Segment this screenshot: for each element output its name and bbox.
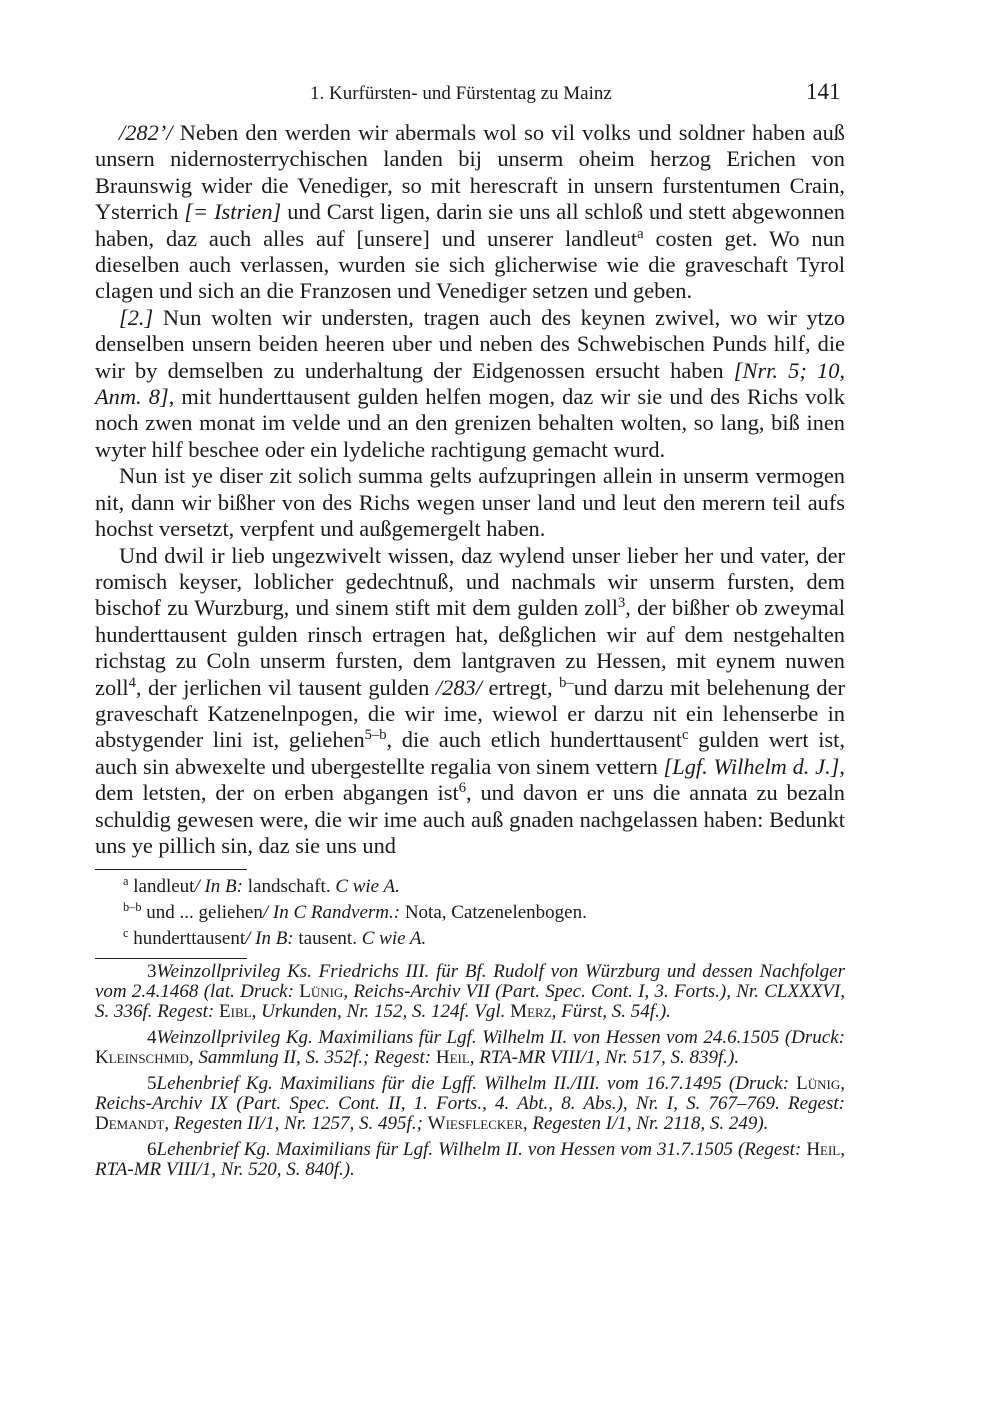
text-note-b: $^{b-b}$ und ... geliehen/ In C Randverm.: Nota, Catzenelenbogen. [123, 900, 587, 923]
paragraph-4: Und dwil ir lieb ungezwivelt wissen, daz wylend unser lieber her und vater, der romisch keyser, loblicher gedechtnuß, und nachmals wir unserm fursten, dem bischof zu Wurzburg, und sinem stift mit dem gulden zoll$^3$, der bißher ob zweymal hunderttausent gulden rinsch ertragen hat, deßglichen wir auf dem nestgehalten richstag zu Coln unserm fursten, dem lantgraven zu Hessen, mit eynem nuwen zoll$^4$, der jerlichen vil tausent gulden /283/ ertregt, $^{b-}$und darzu mit belehenung der graveschaft Katzenelnpogen, die wir ime, wiewol er darzu nit ein lehenserbe in abstygender lini ist, geliehen$^{5-b}$, die auch etlich hunderttausent$^c$ gulden wert ist, auch sin abwexelte und ubergestellte regalia von sinem vettern [Lgf. Wilhelm d. J.], dem letsten, der on erben abgangen ist$^6$, und davon er uns die annata zu bezaln schuldig gewesen were, die wir ime auch auß gnaden nachgelassen haben: Bedunkt uns ye pillich sin, daz sie uns und [95, 542, 845, 858]
footnotes-divider [95, 958, 247, 959]
text-critical-notes [95, 874, 845, 952]
section-marker: [2.] [119, 304, 154, 330]
cross-reference: [Nrr. 5; 10, Anm. 8] [95, 357, 845, 410]
footnote-ref-3: 3 [618, 595, 626, 612]
text-note-a: $^a$ landleut/ In B: landschaft. C wie A. [123, 874, 400, 897]
editorial-gloss: [Lgf. Wilhelm d. J.] [663, 753, 840, 779]
note-ref-a: a [637, 225, 644, 242]
page-number: 141 [806, 79, 841, 104]
text-notes-divider [95, 869, 247, 870]
paragraph-1: /282’/ Neben den werden wir abermals wol so vil volks und soldner haben auß unsern nidernosterrychischen landen bij unserm oheim herzog Erichen von Braunswig wider die Venediger, so mit herescraft in unsern furstentumen Crain, Ysterrich [= Istrien] und Carst ligen, darin sie uns all schloß und stett abgewonnen haben, daz auch alles auf [unsere] und unserer landleut$^a$ costen get. Wo nun dieselben auch verlassen, wurden sie sich glicherwise wie die graveschaft Tyrol clagen und sich an die Franzosen und Venediger setzen und geben. [95, 120, 845, 304]
footnote-3: 3Weinzollprivileg Ks. Friedrichs III. für Bf. Rudolf von Würzburg und dessen Nachfolger vom 2.4.1468 (lat. Druck: Lünig, Reichs-Archiv VII (Part. Spec. Cont. I, 3. Forts.), Nr. CLXXXVI, S. 336f. Regest: Eibl, Urkunden, Nr. 152, S. 124f. Vgl. Merz, Fürst, S. 54f.). [95, 961, 845, 1022]
running-header-title: 1. Kurfürsten- und Fürstentag zu Mainz [310, 83, 612, 104]
footnote-ref-4: 4 [128, 674, 136, 691]
footnote-5: 5Lehenbrief Kg. Maximilians für die Lgff. Wilhelm II./III. vom 16.7.1495 (Druck: Lünig, Reichs-Archiv IX (Part. Spec. Cont. II, 1. Forts., 4. Abt., 8. Abs.), Nr. I, S. 767–769. Regest: Demandt, Regesten II/1, Nr. 1257, S. 495f.; Wiesflecker, Regesten I/1, Nr. 2118, S. 249). [95, 1073, 845, 1134]
page-marker: /283/ [435, 674, 482, 700]
note-ref-b-start: b– [559, 674, 574, 691]
footnote-4: 4Weinzollprivileg Kg. Maximilians für Lgf. Wilhelm II. von Hessen vom 24.6.1505 (Druck: Kleinschmid, Sammlung II, S. 352f.; Regest: Heil, RTA-MR VIII/1, Nr. 517, S. 839f.). [95, 1027, 845, 1068]
footnote-ref-6: 6 [458, 780, 466, 797]
footnote-ref-5-b: 5–b [364, 727, 387, 744]
footnote-6: 6Lehenbrief Kg. Maximilians für Lgf. Wilhelm II. von Hessen vom 31.7.1505 (Regest: Heil, RTA-MR VIII/1, Nr. 520, S. 840f.). [95, 1139, 845, 1180]
footnotes [95, 962, 845, 1186]
main-text [95, 120, 845, 859]
text-note-c: $^c$ hunderttausent/ In B: tausent. C wie A. [123, 926, 427, 949]
page-marker: /282’/ [119, 120, 173, 145]
editorial-gloss: [= Istrien] [184, 199, 282, 225]
paragraph-3: Nun ist ye diser zit solich summa gelts aufzupringen allein in unserm vermogen nit, dann wir bißher von des Richs wegen unser land und leut den merern teil aufs hochst versetzt, verpfent und außgemergelt haben. [95, 463, 845, 542]
paragraph-2: [2.] Nun wolten wir understen, tragen auch des keynen zwivel, wo wir ytzo denselben unsern beiden heeren uber und neben des Schwebischen Punds hilf, die wir by demselben zu underhaltung der Eidgenossen ersucht haben [Nrr. 5; 10, Anm. 8], mit hunderttausent gulden helfen mogen, daz wir sie und des Richs volk noch zwen monat im velde und an den grenizen behalten wolten, so lang, biß inen wyter hilf beschee oder ein lydeliche rachtigung gemacht wurd. [95, 304, 845, 462]
note-ref-c: c [682, 727, 689, 744]
